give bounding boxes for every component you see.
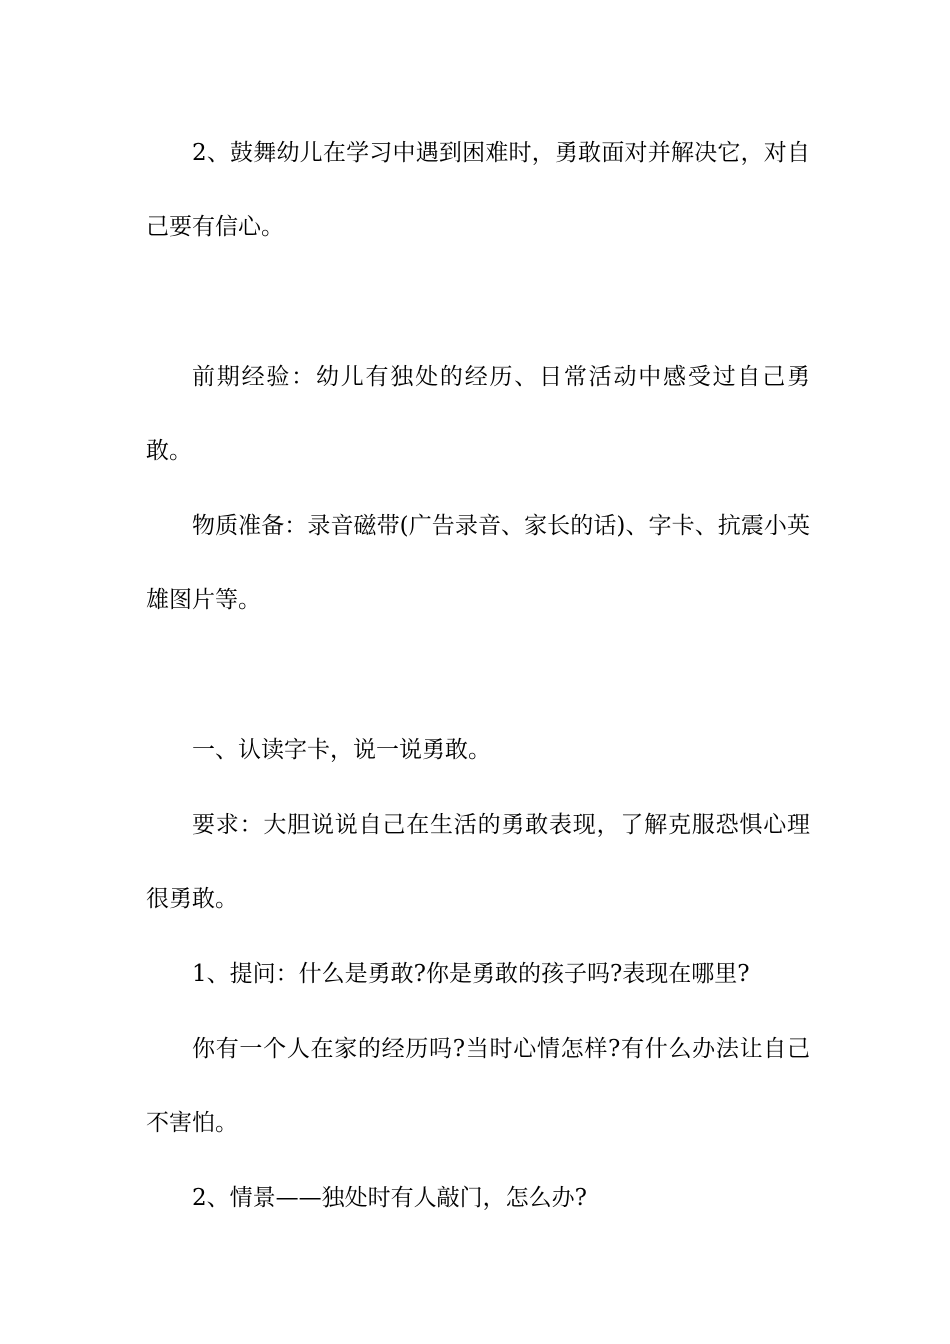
paragraph-question-home-alone: 你有一个人在家的经历吗?当时心情怎样?有什么办法让自己不害怕。: [146, 1036, 810, 1136]
paragraph-question-1: 1、提问：什么是勇敢?你是勇敢的孩子吗?表现在哪里?: [192, 961, 750, 987]
paragraph-requirement: 要求：大胆说说自己在生活的勇敢表现，了解克服恐惧心理很勇敢。: [146, 812, 810, 912]
paragraph-goal-2: 2、鼓舞幼儿在学习中遇到困难时，勇敢面对并解决它，对自己要有信心。: [146, 140, 810, 240]
paragraph-section-one: 一、认读字卡，说一说勇敢。: [192, 737, 491, 763]
paragraph-scenario-2: 2、情景——独处时有人敲门，怎么办?: [192, 1185, 587, 1211]
paragraph-materials: 物质准备：录音磁带(广告录音、家长的话)、字卡、抗震小英雄图片等。: [146, 513, 810, 613]
paragraph-prior-experience: 前期经验：幼儿有独处的经历、日常活动中感受过自己勇敢。: [146, 364, 810, 464]
